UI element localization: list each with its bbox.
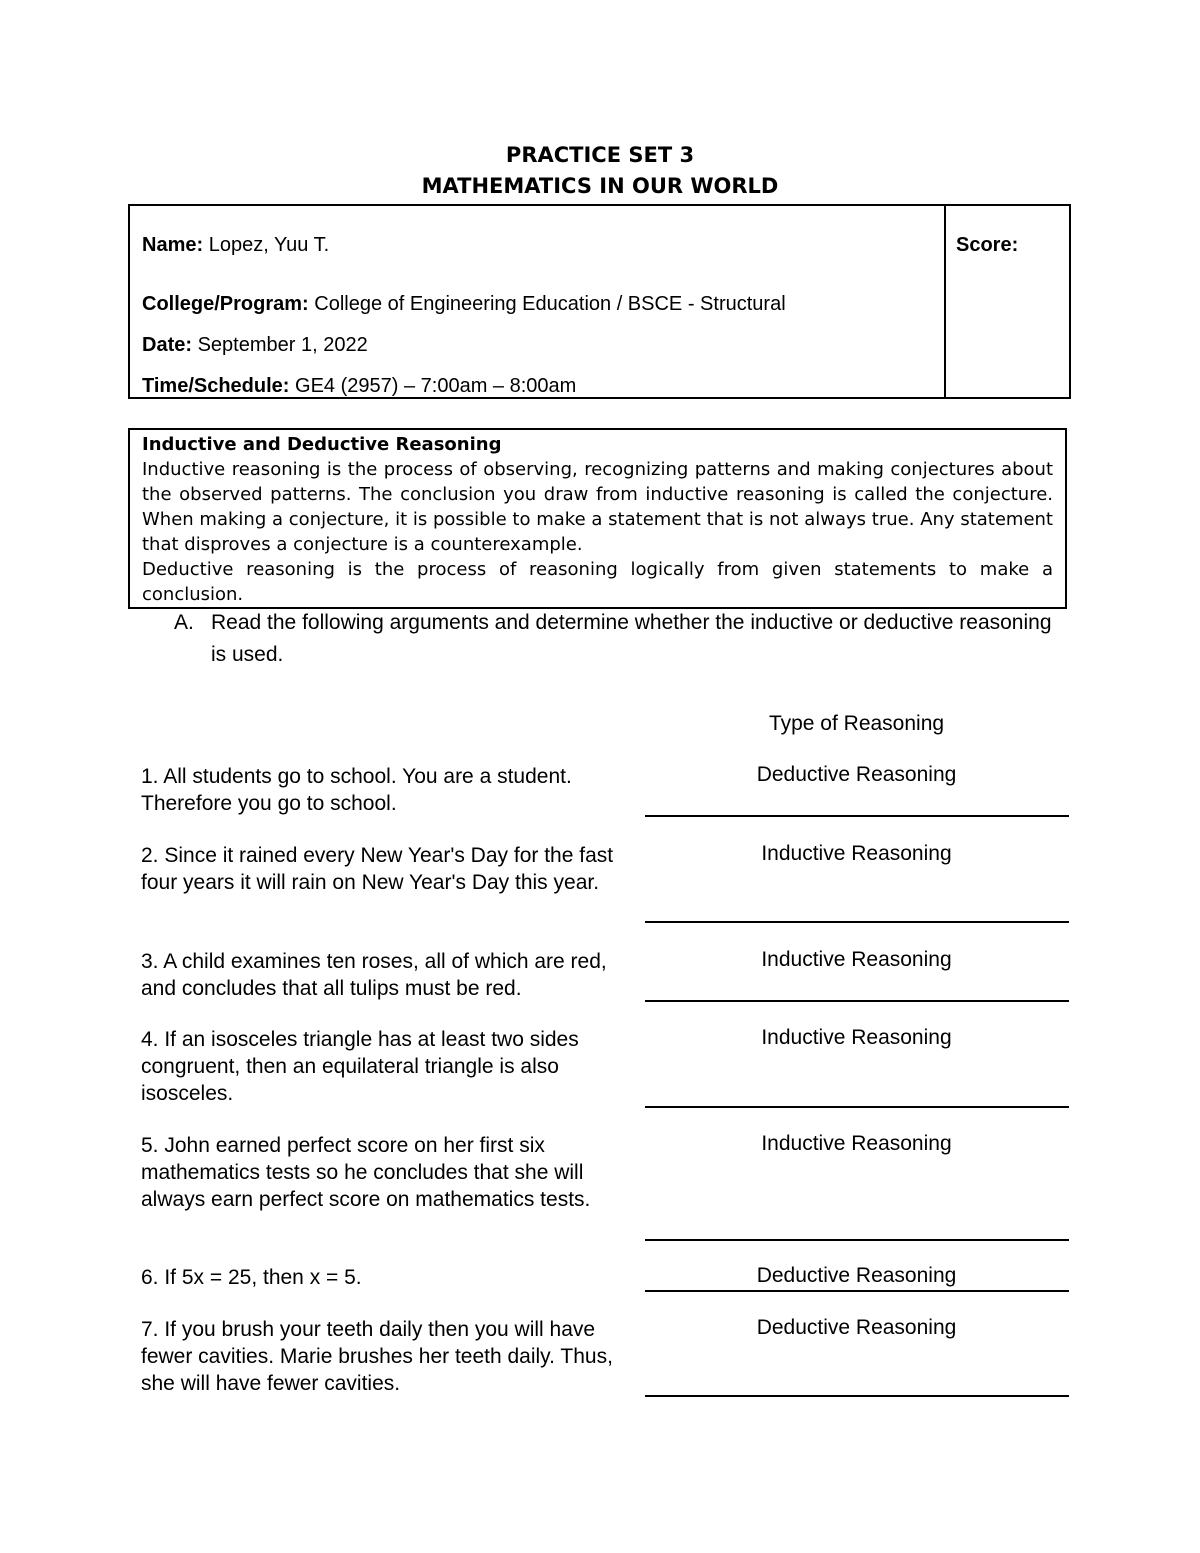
score-label: Score:	[956, 234, 1019, 256]
college-value: College of Engineering Education / BSCE - Structural	[314, 293, 786, 315]
deductive-definition: Deductive reasoning is the process of reasoning logically from given statements to make a conclusion.	[142, 559, 1053, 605]
inductive-definition: Inductive reasoning is the process of observing, recognizing patterns and making conjectures about the observed patterns. The conclusion you draw from inductive reasoning is called the conjecture. When making a conjecture, it is possible to make a statement that is not always true. Any statement that disproves a conjecture is a counterexample.	[142, 459, 1053, 555]
answer-line-2	[645, 921, 1069, 923]
question-5: 5. John earned perfect score on her first six mathematics tests so he concludes that she will always earn perfect score on mathematics tests.	[141, 1134, 591, 1211]
question-1: 1. All students go to school. You are a student. Therefore you go to school.	[141, 765, 572, 815]
question-2: 2. Since it rained every New Year's Day for the fast four years it will rain on New Year's Day this year.	[141, 844, 614, 894]
question-7: 7. If you brush your teeth daily then you will have fewer cavities. Marie brushes her teeth daily. Thus, she will have fewer cavities.	[141, 1318, 613, 1395]
question-6: 6. If 5x = 25, then x = 5.	[141, 1266, 362, 1289]
answer-6: Deductive Reasoning	[756, 1264, 957, 1287]
answer-3: Inductive Reasoning	[761, 948, 952, 971]
title-line-2: MATHEMATICS IN OUR WORLD	[421, 174, 779, 198]
time-label: Time/Schedule:	[142, 375, 290, 397]
date-field	[142, 334, 368, 357]
student-info-box	[128, 204, 1071, 399]
title-line-1: PRACTICE SET 3	[505, 143, 695, 167]
college-label: College/Program:	[142, 293, 309, 315]
time-value: GE4 (2957) – 7:00am – 8:00am	[295, 375, 577, 397]
name-value: Lopez, Yuu T.	[208, 234, 330, 256]
time-field	[142, 375, 576, 398]
answer-2: Inductive Reasoning	[761, 842, 952, 865]
answer-line-1	[645, 815, 1069, 817]
answer-line-6	[645, 1290, 1069, 1292]
instruction-letter: A.	[174, 611, 194, 634]
date-label: Date:	[142, 334, 193, 356]
info-divider	[944, 206, 946, 397]
instruction-text: Read the following arguments and determine whether the inductive or deductive reasoning is used.	[211, 611, 1052, 666]
answer-line-4	[645, 1106, 1069, 1108]
college-field	[142, 293, 786, 316]
instruction-a	[174, 607, 1054, 671]
reasoning-definition-box	[128, 428, 1067, 609]
answer-1: Deductive Reasoning	[756, 763, 957, 786]
answer-line-3	[645, 1000, 1069, 1002]
answer-7: Deductive Reasoning	[756, 1316, 957, 1339]
reasoning-heading: Inductive and Deductive Reasoning	[142, 434, 502, 455]
answer-line-5	[645, 1239, 1069, 1241]
question-4: 4. If an isosceles triangle has at least two sides congruent, then an equilateral triangle is also isosceles.	[141, 1028, 579, 1105]
type-of-reasoning-header: Type of Reasoning	[768, 712, 945, 735]
name-label: Name:	[142, 234, 204, 256]
name-field	[142, 234, 329, 257]
question-3: 3. A child examines ten roses, all of which are red, and concludes that all tulips must be red.	[141, 950, 607, 1000]
date-value: September 1, 2022	[197, 334, 368, 356]
answer-line-7	[645, 1395, 1069, 1397]
answer-5: Inductive Reasoning	[761, 1132, 952, 1155]
answer-4: Inductive Reasoning	[761, 1026, 952, 1049]
